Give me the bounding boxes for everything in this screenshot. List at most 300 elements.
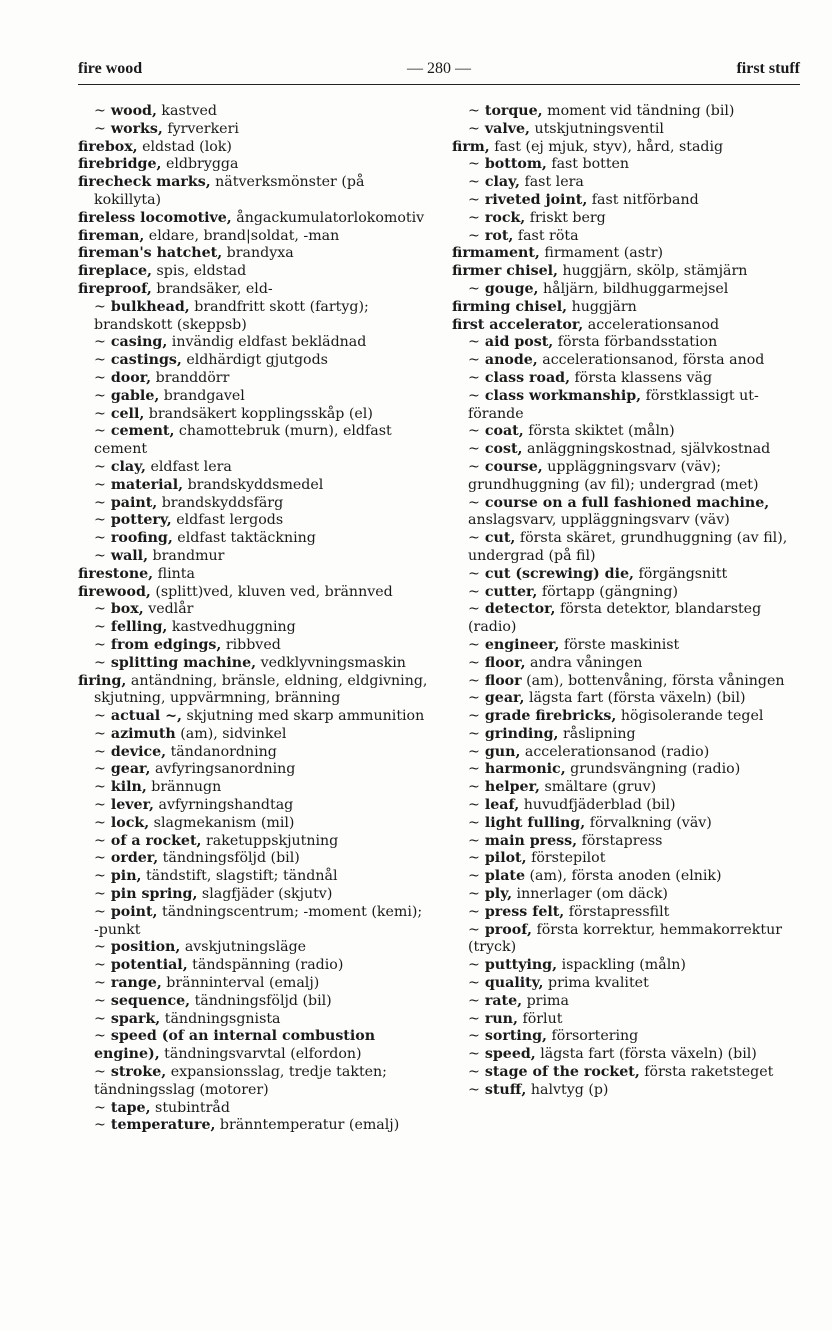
headword: lock,	[110, 814, 150, 831]
definition: antändning, bränsle, eldning, eldgivning, skjutning, uppvärmning, bränning	[94, 672, 428, 707]
tilde-icon: ~	[94, 103, 106, 119]
headword: cutter,	[484, 583, 538, 600]
definition: brännugn	[151, 779, 222, 796]
headword: speed (of an internal combustion engine),	[94, 1028, 376, 1063]
tilde-icon: ~	[468, 369, 480, 386]
dictionary-entry	[78, 245, 430, 263]
headword: firing,	[78, 672, 127, 689]
tilde-icon: ~	[94, 619, 106, 636]
tilde-icon: ~	[468, 1010, 480, 1027]
definition: råslipning	[563, 725, 636, 742]
sub-entry	[78, 477, 430, 495]
definition: eldare, brand|soldat, -man	[148, 227, 340, 244]
headword: bulkhead,	[110, 298, 190, 315]
headword: gouge,	[484, 280, 539, 297]
dictionary-entry	[78, 566, 430, 584]
sub-entry	[78, 299, 430, 335]
definition: förlut	[522, 1010, 563, 1027]
tilde-icon: ~	[94, 975, 106, 992]
tilde-icon: ~	[468, 779, 480, 796]
definition: förgängsnitt	[638, 565, 728, 582]
dictionary-entry	[452, 263, 806, 281]
definition: brandyxa	[226, 245, 294, 262]
headword: azimuth	[110, 725, 176, 742]
sub-entry	[78, 957, 430, 975]
sub-entry	[452, 352, 806, 370]
headword: grinding,	[484, 725, 559, 742]
tilde-icon: ~	[94, 1099, 106, 1116]
page-header	[78, 58, 800, 85]
sub-entry	[78, 904, 430, 940]
sub-entry	[78, 121, 430, 139]
headword: lever,	[110, 797, 154, 814]
tilde-icon: ~	[468, 103, 480, 119]
tilde-icon: ~	[468, 1064, 480, 1081]
sub-entry	[78, 708, 430, 726]
tilde-icon: ~	[94, 369, 106, 386]
tilde-icon: ~	[94, 1064, 106, 1081]
definition: andra våningen	[530, 654, 643, 671]
dictionary-entry	[78, 156, 430, 174]
headword: rate,	[484, 992, 523, 1009]
definition: anslagsvarv, uppläggningsvarv (väv)	[468, 512, 730, 529]
sub-entry	[452, 566, 806, 584]
sub-entry	[452, 904, 806, 922]
definition: avfyrningshandtag	[158, 797, 294, 814]
sub-entry	[78, 388, 430, 406]
headword: kiln,	[110, 779, 147, 796]
headword: course,	[484, 458, 543, 475]
sub-entry	[78, 406, 430, 424]
headword: class road,	[484, 369, 571, 386]
headword: rot,	[484, 227, 514, 244]
definition: första raketsteget	[644, 1064, 774, 1081]
dictionary-entry	[78, 139, 430, 157]
headword: gun,	[484, 743, 521, 760]
dictionary-entry	[78, 174, 430, 210]
tilde-icon: ~	[468, 583, 480, 600]
definition: första klassens väg	[574, 369, 713, 386]
headword: firming chisel,	[452, 298, 568, 315]
tilde-icon: ~	[94, 476, 106, 493]
definition: grundsvängning (radio)	[570, 761, 741, 778]
headword: stuff,	[484, 1081, 527, 1098]
sub-entry	[78, 495, 430, 513]
tilde-icon: ~	[468, 156, 480, 173]
tilde-icon: ~	[94, 868, 106, 885]
dictionary-entry	[78, 584, 430, 602]
definition: förtapp (gängning)	[541, 583, 679, 600]
tilde-icon: ~	[468, 458, 480, 475]
dictionary-entry	[452, 139, 806, 157]
sub-entry	[452, 1064, 806, 1082]
tilde-icon: ~	[94, 654, 106, 671]
sub-entry	[452, 975, 806, 993]
headword: sorting,	[484, 1028, 547, 1045]
tilde-icon: ~	[468, 601, 480, 618]
definition: eldhärdigt gjutgods	[186, 352, 328, 369]
definition: (am), bottenvåning, första våningen	[526, 672, 785, 689]
sub-entry	[452, 103, 806, 121]
sub-entry	[452, 423, 806, 441]
sub-entry	[78, 797, 430, 815]
headword: detector,	[484, 601, 556, 618]
tilde-icon: ~	[468, 387, 480, 404]
tilde-icon: ~	[94, 743, 106, 760]
sub-entry	[452, 761, 806, 779]
headword: actual ~,	[110, 708, 182, 725]
sub-entry	[452, 1011, 806, 1029]
headword: cut,	[484, 530, 516, 547]
definition: första skäret, grundhuggning (av fil), undergrad (på fil)	[468, 530, 788, 564]
sub-entry	[452, 993, 806, 1011]
sub-entry	[452, 388, 806, 424]
dictionary-entry	[78, 228, 430, 246]
headword: firewood,	[78, 583, 151, 600]
definition: förstapress	[581, 832, 663, 849]
definition: (am), första anoden (elnik)	[529, 868, 722, 885]
sub-entry	[78, 423, 430, 459]
tilde-icon: ~	[468, 957, 480, 974]
sub-entry	[78, 868, 430, 886]
sub-entry	[452, 637, 806, 655]
tilde-icon: ~	[468, 209, 480, 226]
definition: spis, eldstad	[156, 263, 247, 280]
tilde-icon: ~	[94, 547, 106, 564]
header-left-guideword: fire wood	[78, 60, 143, 77]
definition: eldfast lera	[150, 458, 232, 475]
tilde-icon: ~	[468, 797, 480, 814]
tilde-icon: ~	[468, 761, 480, 778]
tilde-icon: ~	[468, 850, 480, 867]
headword: puttying,	[484, 957, 558, 974]
tilde-icon: ~	[94, 512, 106, 529]
definition: fast röta	[517, 227, 579, 244]
definition: första korrektur, hemmakorrektur (tryck)	[468, 921, 782, 956]
headword: firm,	[452, 138, 490, 155]
headword: tape,	[110, 1099, 151, 1116]
tilde-icon: ~	[94, 708, 106, 725]
headword: firebridge,	[78, 156, 162, 173]
sub-entry	[78, 1011, 430, 1029]
headword: coat,	[484, 423, 524, 440]
definition: (am), sidvinkel	[180, 725, 287, 742]
definition: smältare (gruv)	[544, 779, 657, 796]
definition: fyrverkeri	[167, 120, 239, 137]
headword: felling,	[110, 619, 168, 636]
headword: fireman,	[78, 227, 145, 244]
definition: firmament (astr)	[544, 245, 664, 262]
headword: leaf,	[484, 797, 520, 814]
tilde-icon: ~	[468, 868, 480, 885]
definition: ribbved	[225, 636, 281, 653]
headword: valve,	[484, 120, 530, 137]
headword: wood,	[110, 103, 157, 119]
left-column	[78, 103, 430, 1135]
tilde-icon: ~	[468, 441, 480, 458]
sub-entry	[452, 868, 806, 886]
dictionary-entry	[78, 673, 430, 709]
tilde-icon: ~	[468, 725, 480, 742]
headword: casing,	[110, 334, 168, 351]
definition: fast lera	[524, 174, 584, 191]
headword: fireman's hatchet,	[78, 245, 223, 262]
definition: prima	[526, 992, 569, 1009]
tilde-icon: ~	[468, 227, 480, 244]
headword: wall,	[110, 547, 149, 564]
headword: pilot,	[484, 850, 527, 867]
definition: huggjärn	[571, 298, 637, 315]
tilde-icon: ~	[468, 1046, 480, 1063]
definition: tändningsgnista	[164, 1010, 281, 1027]
tilde-icon: ~	[94, 120, 106, 137]
tilde-icon: ~	[94, 992, 106, 1009]
headword: of a rocket,	[110, 832, 202, 849]
headword: main press,	[484, 832, 578, 849]
sub-entry	[78, 886, 430, 904]
sub-entry	[452, 886, 806, 904]
headword: helper,	[484, 779, 540, 796]
sub-entry	[78, 1100, 430, 1118]
definition: raketuppskjutning	[205, 832, 339, 849]
definition: huvudfjäderblad (bil)	[523, 797, 676, 814]
headword: box,	[110, 601, 144, 618]
tilde-icon: ~	[94, 530, 106, 547]
headword: fireproof,	[78, 280, 152, 297]
tilde-icon: ~	[94, 458, 106, 475]
headword: material,	[110, 476, 184, 493]
definition: bränninterval (emalj)	[166, 975, 320, 992]
definition: bränntemperatur (emalj)	[219, 1117, 400, 1134]
sub-entry	[78, 619, 430, 637]
headword: works,	[110, 120, 163, 137]
tilde-icon: ~	[468, 530, 480, 547]
sub-entry	[78, 459, 430, 477]
definition: första förbandsstation	[557, 334, 718, 351]
definition: förstepilot	[531, 850, 606, 867]
definition: eldfast taktäckning	[177, 530, 316, 547]
tilde-icon: ~	[468, 654, 480, 671]
sub-entry	[452, 726, 806, 744]
definition: accelerationsanod (radio)	[524, 743, 710, 760]
sub-entry	[78, 744, 430, 762]
definition: huggjärn, skölp, stämjärn	[562, 263, 748, 280]
tilde-icon: ~	[94, 1028, 106, 1045]
headword: rock,	[484, 209, 526, 226]
definition: slagfjäder (skjutv)	[201, 886, 333, 903]
dictionary-entry	[78, 263, 430, 281]
sub-entry	[78, 1064, 430, 1100]
definition: fast botten	[551, 156, 630, 173]
headword: class workmanship,	[484, 387, 642, 404]
tilde-icon: ~	[468, 975, 480, 992]
sub-entry	[452, 850, 806, 868]
headword: potential,	[110, 957, 188, 974]
headword: quality,	[484, 975, 544, 992]
dictionary-entry	[452, 317, 806, 335]
tilde-icon: ~	[94, 850, 106, 867]
sub-entry	[78, 601, 430, 619]
sub-entry	[78, 726, 430, 744]
definition: högisolerande tegel	[620, 708, 764, 725]
tilde-icon: ~	[94, 405, 106, 422]
definition: utskjutningsventil	[534, 120, 664, 137]
headword: light fulling,	[484, 814, 586, 831]
tilde-icon: ~	[94, 779, 106, 796]
definition: tändspänning (radio)	[192, 957, 344, 974]
sub-entry	[452, 833, 806, 851]
definition: expansionsslag, tredje takten; tändningsslag (motorer)	[94, 1064, 387, 1098]
headword: run,	[484, 1010, 518, 1027]
definition: accelerationsanod, första anod	[542, 352, 765, 369]
sub-entry	[78, 103, 430, 121]
definition: ångackumulatorlokomotiv	[236, 209, 425, 226]
definition: vedlår	[148, 601, 194, 618]
tilde-icon: ~	[94, 761, 106, 778]
headword: range,	[110, 975, 162, 992]
sub-entry	[78, 761, 430, 779]
tilde-icon: ~	[94, 298, 106, 315]
definition: innerlager (om däck)	[516, 886, 668, 903]
sub-entry	[78, 975, 430, 993]
definition: eldbrygga	[165, 156, 239, 173]
headword: proof,	[484, 921, 532, 938]
sub-entry	[78, 993, 430, 1011]
right-column	[452, 103, 806, 1100]
definition: flinta	[157, 565, 195, 582]
headword: speed,	[484, 1046, 536, 1063]
sub-entry	[78, 1117, 430, 1135]
sub-entry	[452, 690, 806, 708]
sub-entry	[452, 957, 806, 975]
headword: point,	[110, 903, 158, 920]
tilde-icon: ~	[94, 832, 106, 849]
definition: halvtyg (p)	[530, 1081, 609, 1098]
sub-entry	[78, 334, 430, 352]
sub-entry	[452, 370, 806, 388]
tilde-icon: ~	[468, 672, 480, 689]
sub-entry	[78, 352, 430, 370]
definition: nätverksmönster (på kokillyta)	[94, 174, 365, 208]
definition: fast (ej mjuk, styv), hård, stadig	[494, 138, 724, 155]
headword: from edgings,	[110, 636, 222, 653]
tilde-icon: ~	[94, 1117, 106, 1134]
headword: firecheck marks,	[78, 174, 211, 191]
headword: floor,	[484, 654, 526, 671]
tilde-icon: ~	[468, 708, 480, 725]
header-right-guideword: first stuff	[736, 60, 800, 77]
headword: firmament,	[452, 245, 540, 262]
sub-entry	[78, 655, 430, 673]
headword: cost,	[484, 441, 523, 458]
headword: gear,	[110, 761, 151, 778]
definition: kastvedhuggning	[171, 619, 296, 636]
tilde-icon: ~	[468, 120, 480, 137]
tilde-icon: ~	[94, 423, 106, 440]
definition: chamottebruk (murn), eldfast cement	[94, 423, 392, 458]
definition: tändningscentrum; -moment (kemi); -punkt	[94, 903, 423, 938]
headword: clay,	[110, 458, 146, 475]
definition: avfyringsanordning	[154, 761, 296, 778]
headword: sequence,	[110, 992, 191, 1009]
headword: gear,	[484, 690, 525, 707]
sub-entry	[452, 228, 806, 246]
headword: stage of the rocket,	[484, 1064, 640, 1081]
sub-entry	[452, 530, 806, 566]
tilde-icon: ~	[94, 601, 106, 618]
headword: fireplace,	[78, 263, 152, 280]
sub-entry	[452, 174, 806, 192]
tilde-icon: ~	[468, 352, 480, 369]
definition: prima kvalitet	[548, 975, 649, 992]
definition: förvalkning (väv)	[589, 814, 712, 831]
definition: invändig eldfast beklädnad	[171, 334, 367, 351]
definition: tändningsföljd (bil)	[162, 850, 300, 867]
dictionary-entry	[78, 281, 430, 299]
tilde-icon: ~	[468, 494, 480, 511]
definition: tändanordning	[170, 743, 277, 760]
headword: castings,	[110, 352, 182, 369]
sub-entry	[78, 1028, 430, 1064]
definition: brandfritt skott (fartyg); brandskott (skeppsb)	[94, 298, 369, 333]
headword: plate	[484, 868, 525, 885]
sub-entry	[452, 673, 806, 691]
headword: device,	[110, 743, 167, 760]
sub-entry	[452, 156, 806, 174]
sub-entry	[78, 939, 430, 957]
headword: pin,	[110, 868, 142, 885]
sub-entry	[452, 281, 806, 299]
definition: fast nitförband	[591, 191, 699, 208]
sub-entry	[452, 1082, 806, 1100]
headword: stroke,	[110, 1064, 167, 1081]
headword: clay,	[484, 174, 520, 191]
sub-entry	[78, 833, 430, 851]
dictionary-entry	[78, 210, 430, 228]
tilde-icon: ~	[94, 797, 106, 814]
sub-entry	[452, 922, 806, 958]
sub-entry	[78, 637, 430, 655]
tilde-icon: ~	[94, 494, 106, 511]
sub-entry	[452, 121, 806, 139]
sub-entry	[452, 815, 806, 833]
headword: harmonic,	[484, 761, 566, 778]
sub-entry	[452, 779, 806, 797]
tilde-icon: ~	[468, 903, 480, 920]
tilde-icon: ~	[468, 636, 480, 653]
definition: anläggningskostnad, självkostnad	[527, 441, 771, 458]
tilde-icon: ~	[94, 352, 106, 369]
headword: firebox,	[78, 138, 138, 155]
tilde-icon: ~	[468, 921, 480, 938]
headword: cell,	[110, 405, 145, 422]
dictionary-entry	[452, 245, 806, 263]
headword: temperature,	[110, 1117, 216, 1134]
sub-entry	[452, 708, 806, 726]
sub-entry	[78, 530, 430, 548]
sub-entry	[452, 1028, 806, 1046]
page-number: — 280 —	[407, 60, 471, 77]
definition: eldfast lergods	[176, 512, 284, 529]
headword: splitting machine,	[110, 654, 257, 671]
definition: brandsäker, eld-	[156, 280, 273, 297]
headword: firmer chisel,	[452, 263, 558, 280]
sub-entry	[452, 601, 806, 637]
definition: brandmur	[152, 547, 225, 564]
tilde-icon: ~	[468, 690, 480, 707]
definition: eldstad (lok)	[142, 138, 232, 155]
headword: gable,	[110, 387, 160, 404]
